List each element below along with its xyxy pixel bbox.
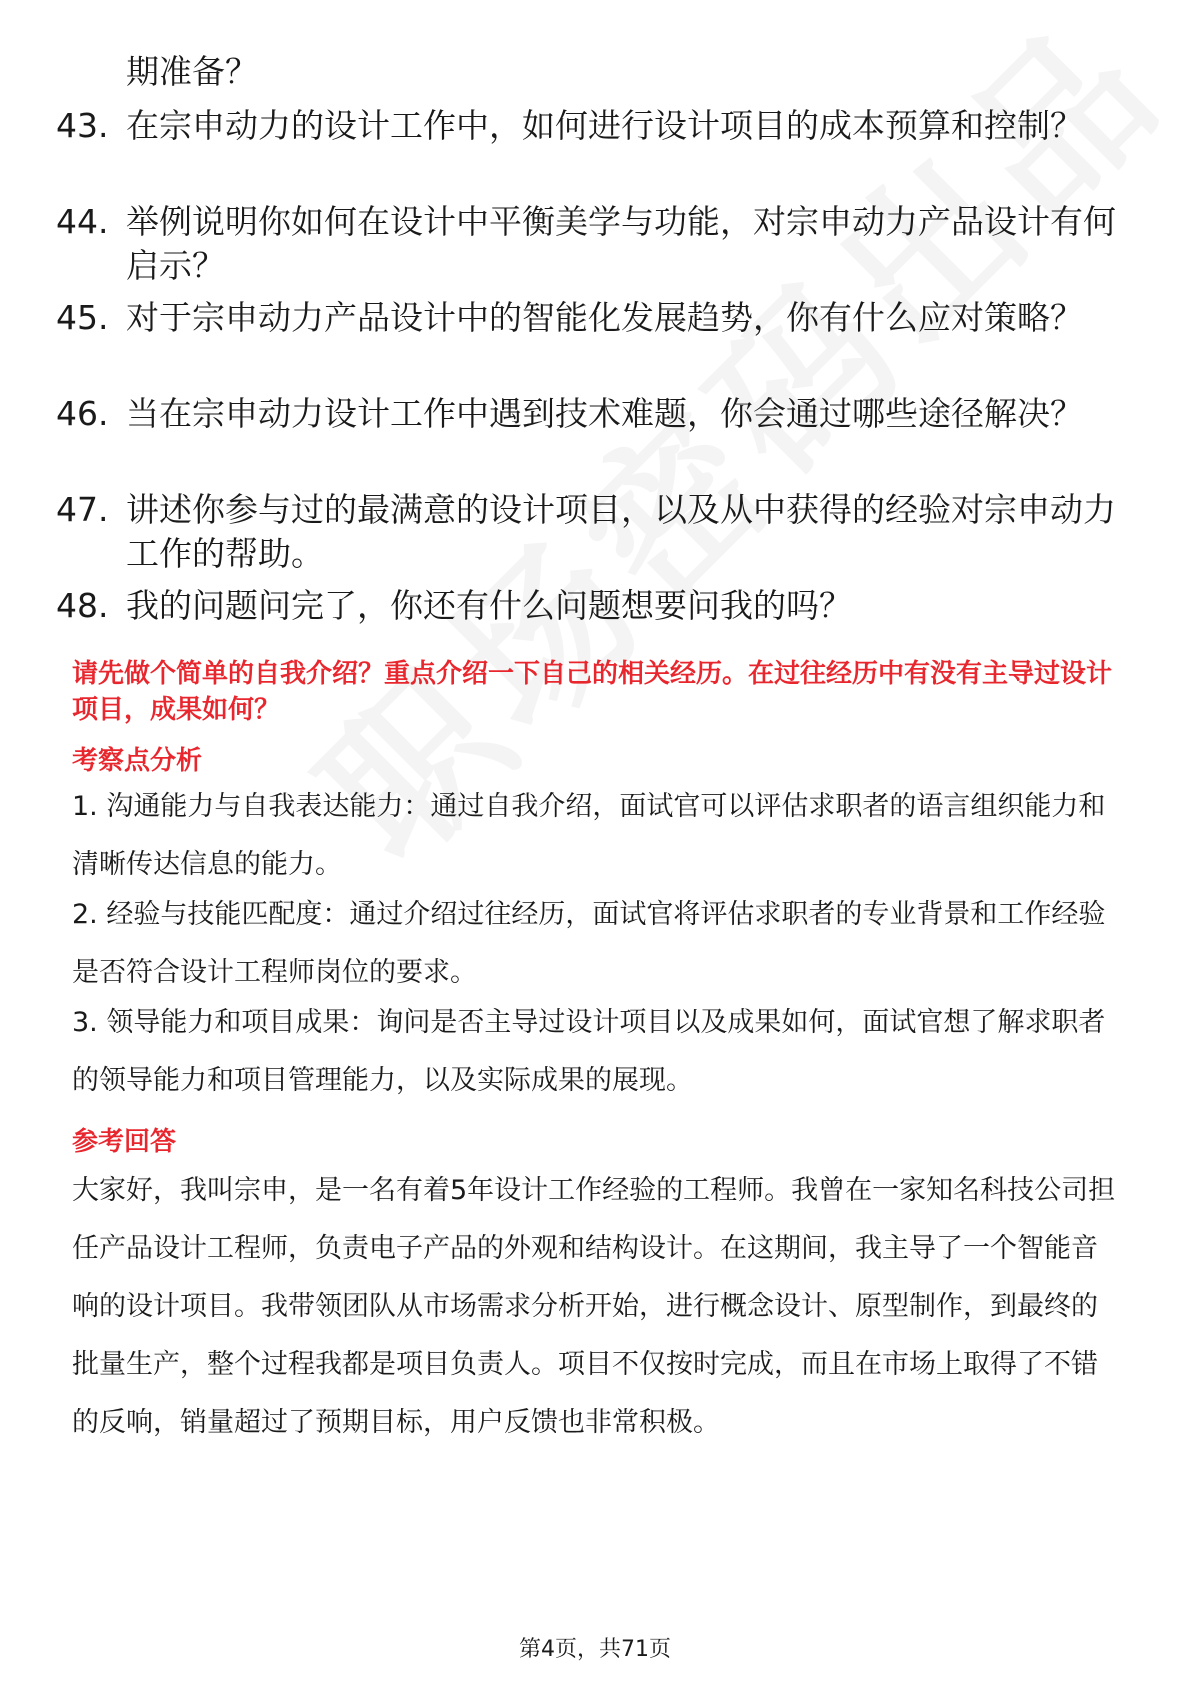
reference-answer-text: 大家好，我叫宗申，是一名有着5年设计工作经验的工程师。我曾在一家知名科技公司担任产品设计工程师，负责电子产品的外观和结构设计。在这期间，我主导了一个智能音响的设计项目。我带领团队从市场需求分析开始，进行概念设计、原型制作，到最终的批量生产，整个过程我都是项目负责人。项目不仅按时完成，而且在市场上取得了不错的反响，销量超过了预期目标，用户反馈也非常积极。	[72, 1175, 1116, 1438]
question-item	[56, 104, 1116, 148]
analysis-point: 3. 领导能力和项目成果：询问是否主导过设计项目以及成果如何，面试官想了解求职者的领导能力和项目管理能力，以及实际成果的展现。	[72, 1007, 1106, 1096]
question-text: 我的问题问完了，你还有什么问题想要问我的吗？	[126, 586, 852, 625]
question-text: 讲述你参与过的最满意的设计项目，以及从中获得的经验对宗申动力工作的帮助。	[126, 490, 1116, 573]
question-number: 45.	[56, 298, 109, 337]
section-question-title: 请先做个简单的自我介绍？重点介绍一下自己的相关经历。在过往经历中有没有主导过设计项目，成果如何？	[72, 659, 1113, 725]
question-number: 48.	[56, 586, 109, 625]
question-item	[56, 488, 1116, 576]
analysis-point: 2. 经验与技能匹配度：通过介绍过往经历，面试官将评估求职者的专业背景和工作经验是否符合设计工程师岗位的要求。	[72, 899, 1106, 988]
question-number: 47.	[56, 490, 109, 529]
question-item	[56, 296, 1116, 340]
reference-heading: 参考回答	[72, 1127, 177, 1157]
question-text: 当在宗申动力设计工作中遇到技术难题，你会通过哪些途径解决？	[126, 394, 1083, 433]
continued-question-text: 期准备？	[126, 52, 258, 91]
question-number: 43.	[56, 106, 109, 145]
question-number: 46.	[56, 394, 109, 433]
analysis-heading: 考察点分析	[72, 746, 203, 776]
analysis-point: 1. 沟通能力与自我表达能力：通过自我介绍，面试官可以评估求职者的语言组织能力和清晰传达信息的能力。	[72, 791, 1106, 880]
question-number: 44.	[56, 202, 109, 241]
question-item	[56, 200, 1116, 288]
question-text: 在宗申动力的设计工作中，如何进行设计项目的成本预算和控制？	[126, 106, 1083, 145]
question-item	[56, 392, 1116, 436]
question-text: 举例说明你如何在设计中平衡美学与功能，对宗申动力产品设计有何启示？	[126, 202, 1116, 285]
page-footer: 第4页，共71页	[519, 1637, 671, 1662]
question-text: 对于宗申动力产品设计中的智能化发展趋势，你有什么应对策略？	[126, 298, 1083, 337]
question-item	[56, 584, 1116, 628]
